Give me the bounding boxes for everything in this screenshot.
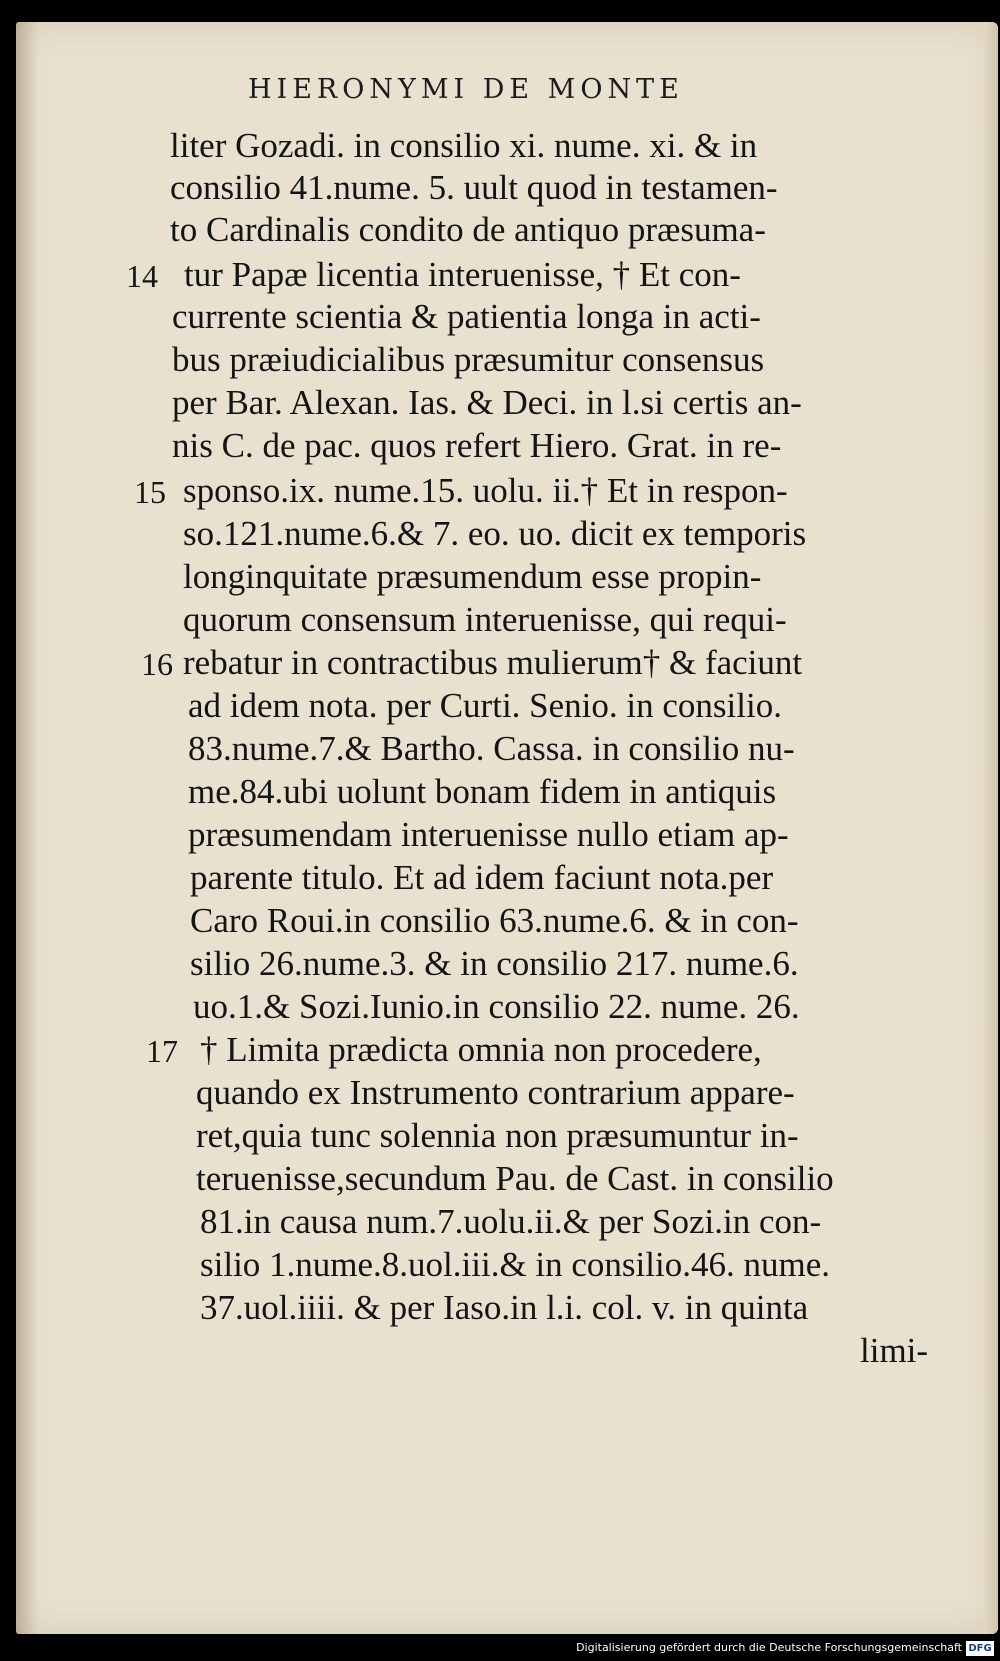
margin-number: 15 [134,474,166,510]
text-line: parente titulo. Et ad idem faciunt nota.per [190,858,774,897]
text-line: me.84.ubi uolunt bonam fidem in antiquis [188,772,777,811]
margin-number: 16 [141,646,173,682]
text-line: so.121.nume.6.& 7. eo. uo. dicit ex temporis [183,514,807,553]
text-line: nis C. de pac. quos refert Hiero. Grat. in re- [172,426,782,465]
margin-number: 14 [126,258,158,294]
footer-bar [0,1637,1000,1661]
text-line: sponso.ix. nume.15. uolu. ii.† Et in respon- [183,471,788,510]
text-line: 37.uol.iiii. & per Iaso.in l.i. col. v. in quinta [200,1288,809,1327]
text-line: liter Gozadi. in consilio xi. nume. xi. & in [170,126,758,165]
text-line: bus præiudicialibus præsumitur consensus [172,340,765,379]
text-line: silio 1.nume.8.uol.iii.& in consilio.46. nume. [200,1245,830,1284]
text-line: longinquitate præsumendum esse propin- [183,557,762,596]
text-line: ret,quia tunc solennia non præsumuntur in- [196,1116,799,1155]
text-line: silio 26.nume.3. & in consilio 217. nume.6. [190,944,799,983]
text-line: Caro Roui.in consilio 63.nume.6. & in con- [190,901,799,940]
text-line: præsumendam interuenisse nullo etiam ap- [188,815,789,854]
running-head: HIERONYMI DE MONTE [248,74,684,105]
text-line: teruenisse,secundum Pau. de Cast. in consilio [196,1159,834,1198]
text-line: 81.in causa num.7.uolu.ii.& per Sozi.in con- [200,1202,822,1241]
page-edge [984,22,998,1634]
text-line: consilio 41.nume. 5. uult quod in testamen- [170,168,778,207]
text-line: per Bar. Alexan. Ias. & Deci. in l.si certis an- [172,383,802,422]
text-line: ad idem nota. per Curti. Senio. in consilio. [188,686,782,725]
text-line: † Limita prædicta omnia non procedere, [200,1030,762,1069]
footer-credit: Digitalisierung gefördert durch die Deutsche Forschungsgemeinschaft [576,1641,962,1654]
text-line: quando ex Instrumento contrarium appare- [196,1073,795,1112]
text-line: limi- [860,1331,929,1370]
text-line: 83.nume.7.& Bartho. Cassa. in consilio nu- [188,729,795,768]
dfg-logo: DFG [966,1641,994,1656]
text-line: uo.1.& Sozi.Iunio.in consilio 22. nume. 26. [193,987,800,1026]
text-line: rebatur in contractibus mulierum† & faciunt [183,643,803,682]
text-line: to Cardinalis condito de antiquo præsuma- [170,210,766,249]
text-line: quorum consensum interuenisse, qui requi- [183,600,787,639]
text-line: currente scientia & patientia longa in acti- [172,297,761,336]
gutter-shadow [16,22,38,1634]
margin-number: 17 [146,1033,178,1069]
text-line: tur Papæ licentia interuenisse, † Et con- [184,255,741,294]
